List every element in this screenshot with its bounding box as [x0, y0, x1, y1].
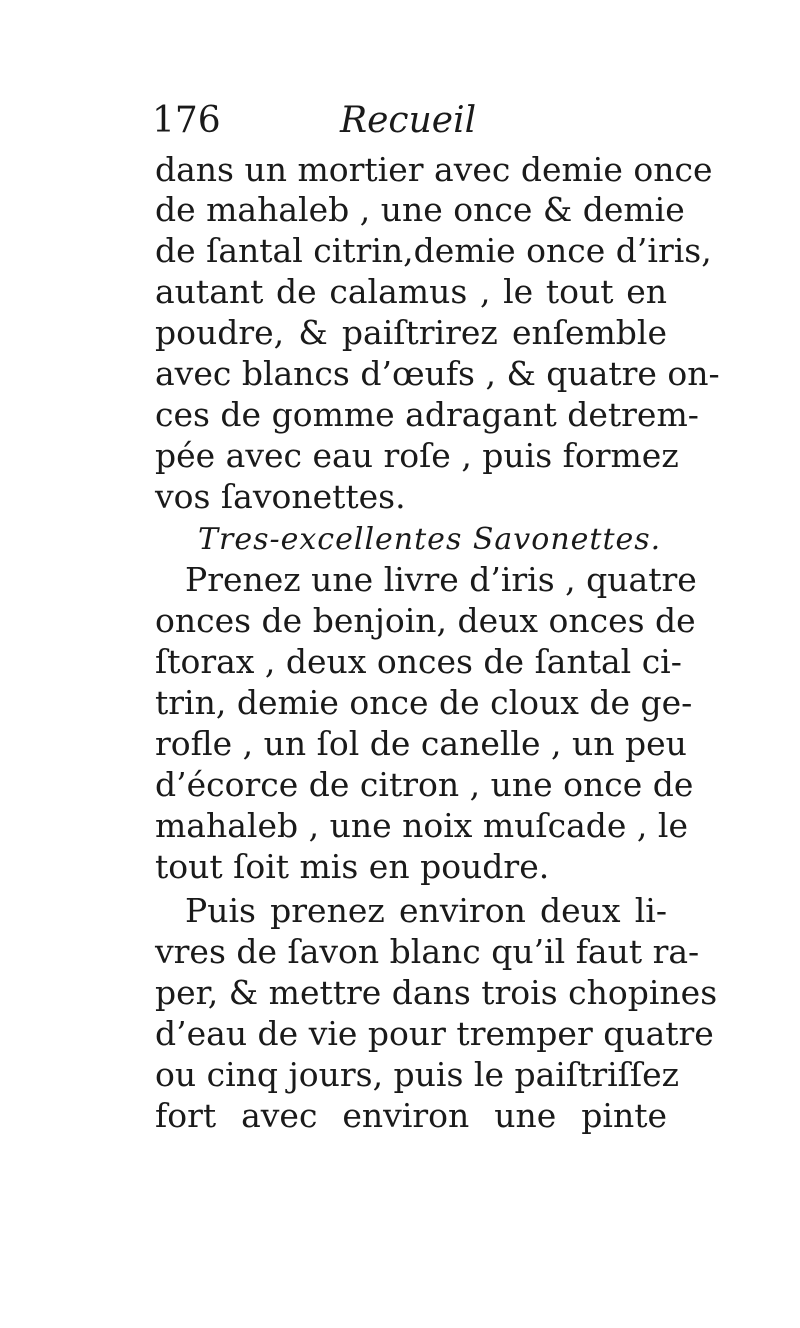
text-line: ces de gomme adragant detrem- [155, 395, 699, 434]
text-line: Prenez une livre d’iris , quatre [185, 560, 697, 599]
text-line: per, & mettre dans trois chopines [155, 973, 718, 1012]
text-line: de ſantal citrin,demie once d’iris, [155, 231, 712, 270]
text-line: autant de calamus , le tout en [155, 272, 667, 311]
text-line: vres de ſavon blanc qu’il faut ra- [155, 932, 700, 971]
text-line: pée avec eau roſe , puis formez [155, 436, 679, 475]
text-line: poudre, & paiſtrirez enſemble [155, 313, 667, 352]
text-line: ſtorax , deux onces de ſantal ci- [155, 642, 682, 681]
text-line: tout ſoit mis en poudre. [155, 847, 550, 886]
text-line: mahaleb , une noix muſcade , le [155, 806, 688, 845]
text-line: dans un mortier avec demie once [155, 150, 713, 189]
section-heading: Tres-excellentes Savonettes. [198, 522, 662, 557]
text-line: ou cinq jours, puis le paiſtriſſez [155, 1055, 679, 1094]
text-line: avec blancs d’œufs , & quatre on- [155, 354, 720, 393]
text-line: fort avec environ une pinte [155, 1096, 667, 1135]
page-header [152, 96, 672, 146]
text-line: Puis prenez environ deux li- [185, 891, 667, 930]
text-line: trin, demie once de cloux de ge- [155, 683, 693, 722]
text-line: d’eau de vie pour tremper quatre [155, 1014, 714, 1053]
text-line: onces de benjoin, deux onces de [155, 601, 696, 640]
text-line: vos ſavonettes. [155, 477, 406, 516]
text-line: rofle , un ſol de canelle , un peu [155, 724, 687, 763]
text-line: d’écorce de citron , une once de [155, 765, 694, 804]
text-line: de mahaleb , une once & demie [155, 190, 685, 229]
page-number: 176 [152, 100, 221, 141]
running-head: Recueil [340, 100, 477, 141]
